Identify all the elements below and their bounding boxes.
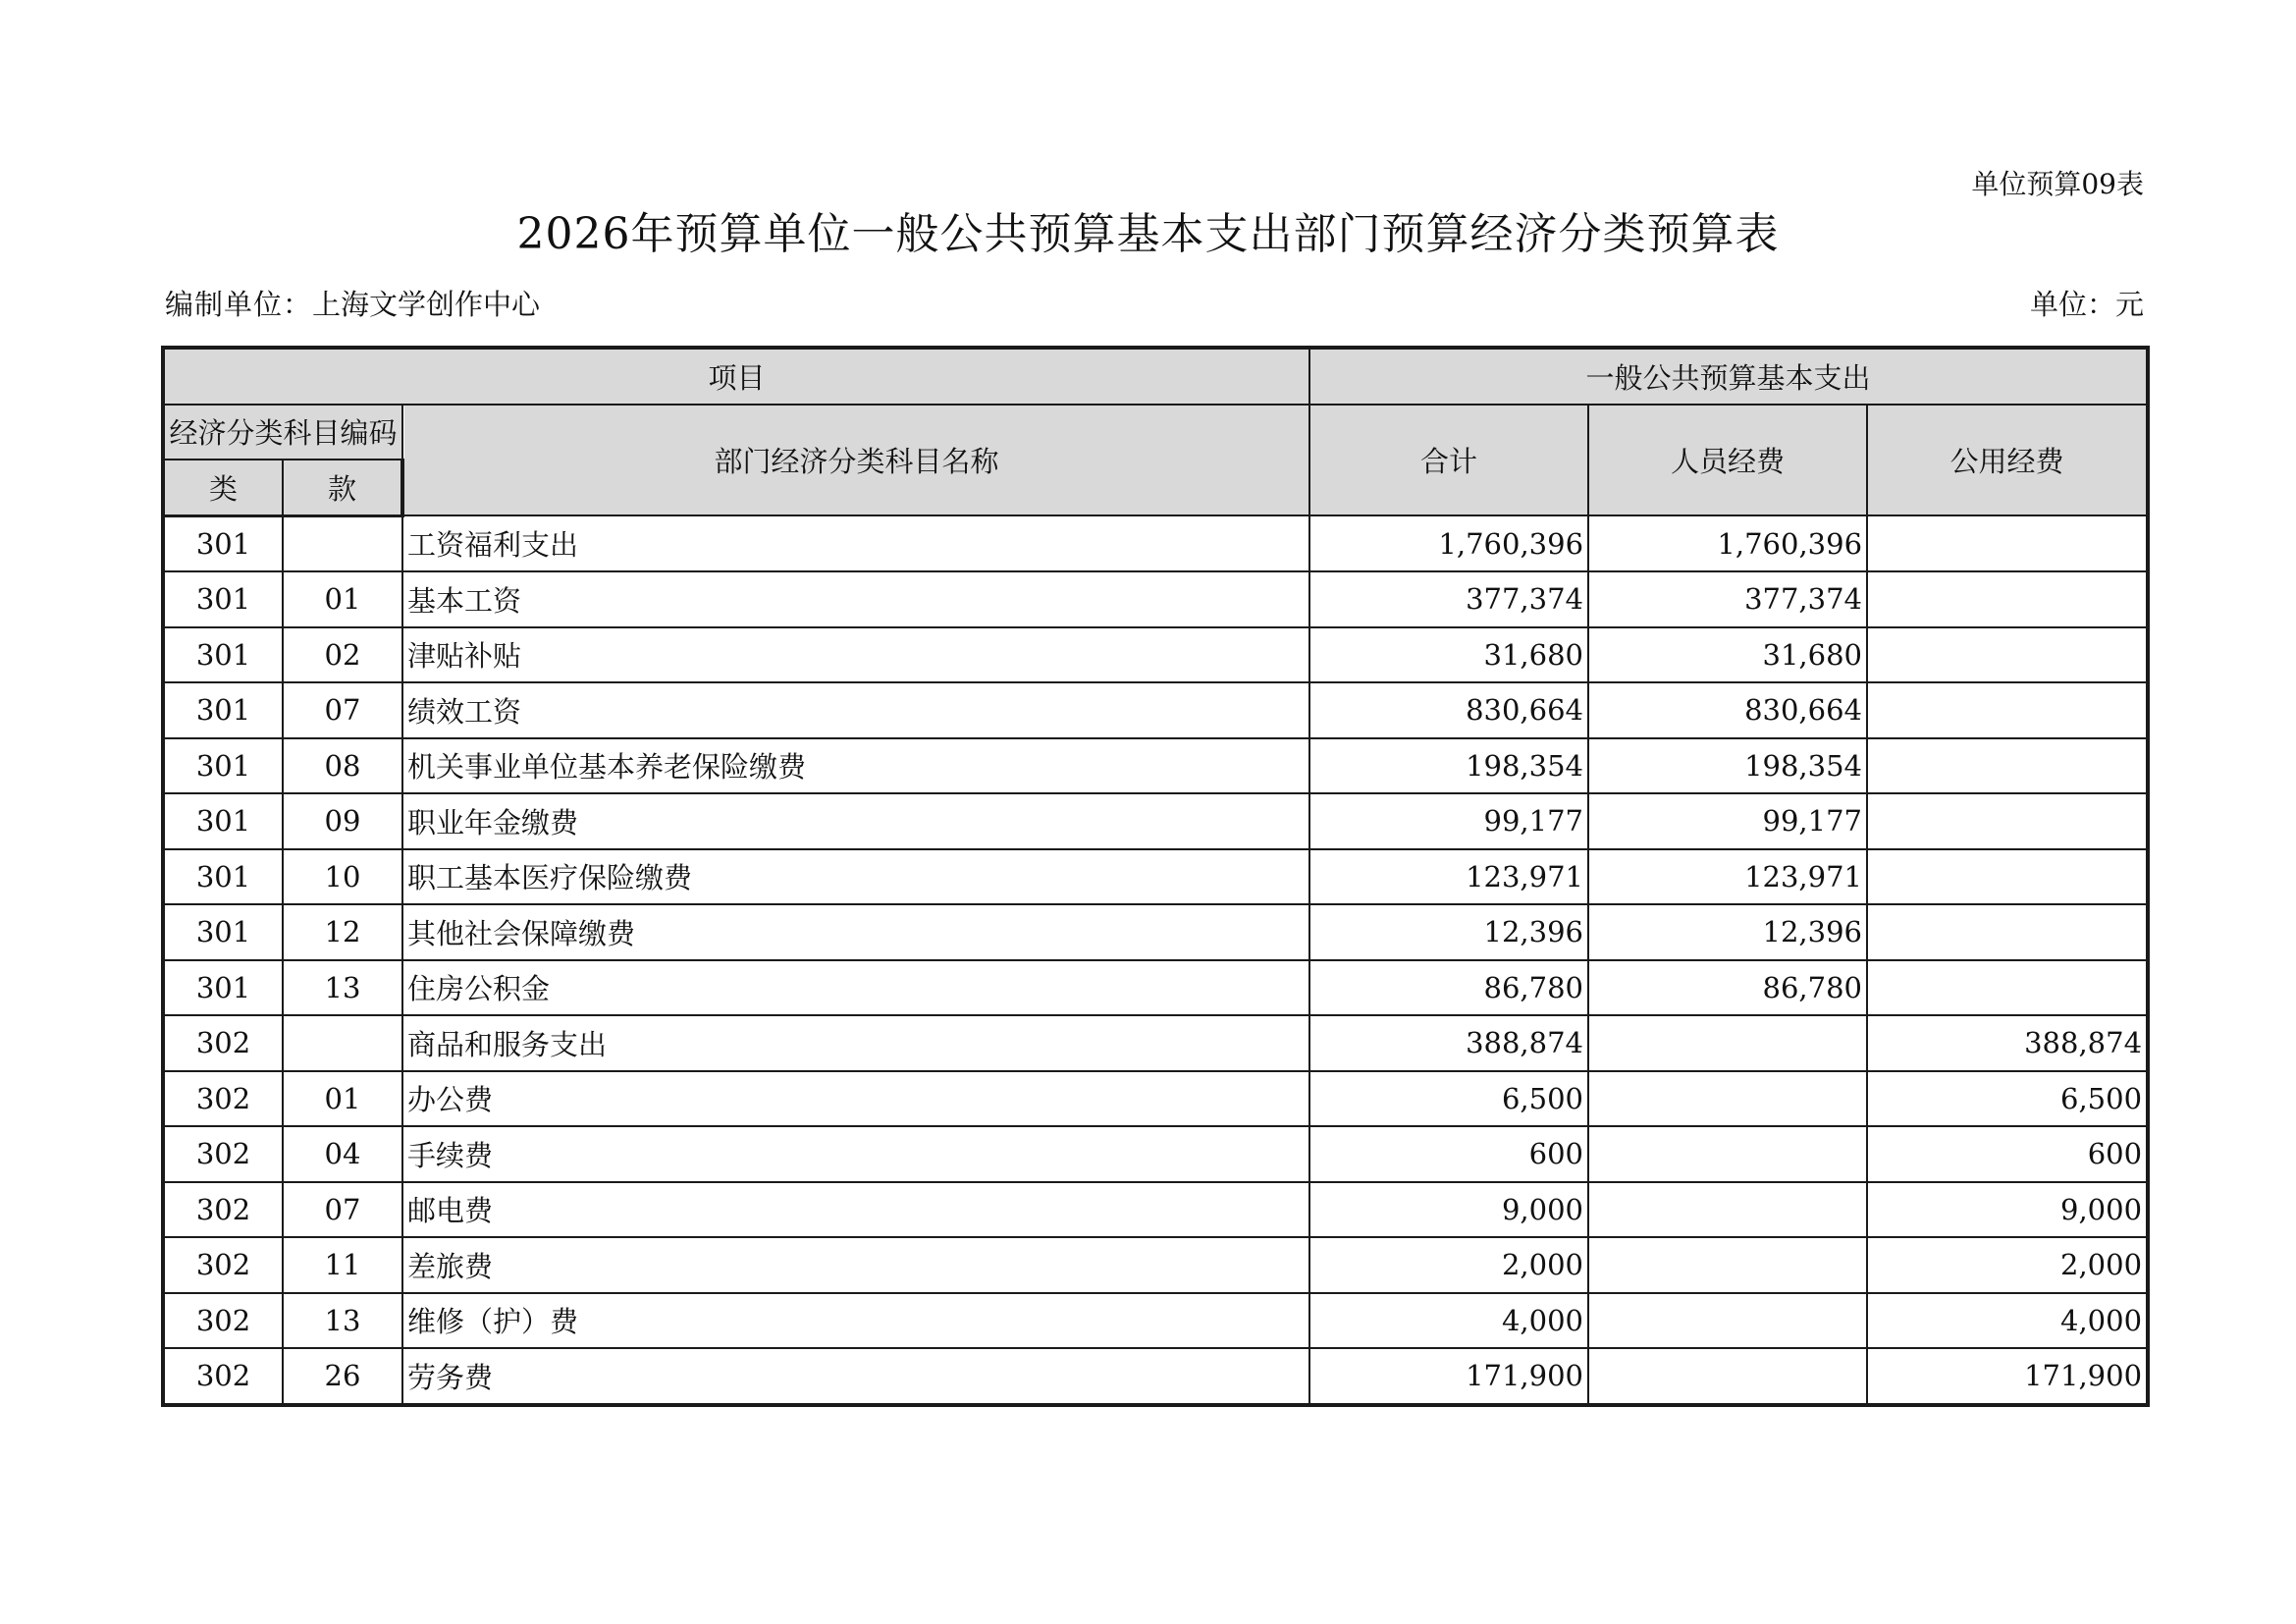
cell-personnel	[1588, 1293, 1867, 1349]
cell-personnel: 830,664	[1588, 682, 1867, 738]
cell-name: 机关事业单位基本养老保险缴费	[402, 738, 1309, 794]
header-public: 公用经费	[1867, 405, 2148, 516]
cell-class: 301	[163, 849, 283, 905]
cell-section: 07	[283, 1182, 402, 1238]
cell-public: 4,000	[1867, 1293, 2148, 1349]
table-row	[163, 1348, 2148, 1405]
cell-personnel	[1588, 1182, 1867, 1238]
cell-name: 绩效工资	[402, 682, 1309, 738]
header-section: 款	[283, 460, 402, 515]
cell-public: 388,874	[1867, 1015, 2148, 1071]
cell-section: 07	[283, 682, 402, 738]
cell-total: 31,680	[1309, 627, 1588, 683]
cell-section: 11	[283, 1237, 402, 1293]
cell-total: 9,000	[1309, 1182, 1588, 1238]
cell-class: 301	[163, 793, 283, 849]
table-row	[163, 849, 2148, 905]
cell-class: 301	[163, 627, 283, 683]
cell-public	[1867, 571, 2148, 627]
cell-public: 6,500	[1867, 1071, 2148, 1127]
table-row	[163, 1182, 2148, 1238]
cell-total: 123,971	[1309, 849, 1588, 905]
header-item: 项目	[163, 348, 1309, 405]
table-number: 单位预算09表	[1971, 168, 2144, 200]
cell-total: 4,000	[1309, 1293, 1588, 1349]
table-row	[163, 1015, 2148, 1071]
cell-class: 302	[163, 1293, 283, 1349]
table-row	[163, 1237, 2148, 1293]
cell-personnel: 1,760,396	[1588, 515, 1867, 571]
cell-public	[1867, 682, 2148, 738]
cell-class: 302	[163, 1182, 283, 1238]
table-row	[163, 1293, 2148, 1349]
cell-public	[1867, 904, 2148, 960]
cell-name: 职工基本医疗保险缴费	[402, 849, 1309, 905]
cell-section	[283, 515, 402, 571]
currency-unit: 单位：元	[2029, 288, 2144, 321]
compiling-unit-label: 编制单位：	[165, 288, 313, 321]
cell-section: 26	[283, 1348, 402, 1405]
cell-public: 171,900	[1867, 1348, 2148, 1405]
header-code: 经济分类科目编码	[163, 405, 402, 460]
cell-section: 01	[283, 571, 402, 627]
header-personnel: 人员经费	[1588, 405, 1867, 516]
cell-class: 302	[163, 1348, 283, 1405]
cell-section: 13	[283, 960, 402, 1016]
cell-section: 09	[283, 793, 402, 849]
cell-name: 商品和服务支出	[402, 1015, 1309, 1071]
cell-class: 301	[163, 515, 283, 571]
table-row	[163, 627, 2148, 683]
table-row	[163, 571, 2148, 627]
cell-total: 198,354	[1309, 738, 1588, 794]
cell-public: 9,000	[1867, 1182, 2148, 1238]
cell-section: 13	[283, 1293, 402, 1349]
cell-personnel: 377,374	[1588, 571, 1867, 627]
header-total: 合计	[1309, 405, 1588, 516]
cell-name: 差旅费	[402, 1237, 1309, 1293]
cell-class: 301	[163, 904, 283, 960]
cell-name: 手续费	[402, 1126, 1309, 1182]
cell-class: 301	[163, 571, 283, 627]
table-row	[163, 515, 2148, 571]
cell-public	[1867, 960, 2148, 1016]
cell-section: 08	[283, 738, 402, 794]
cell-public	[1867, 738, 2148, 794]
cell-total: 388,874	[1309, 1015, 1588, 1071]
cell-total: 171,900	[1309, 1348, 1588, 1405]
header-row-1	[163, 348, 2148, 405]
cell-section: 02	[283, 627, 402, 683]
cell-personnel: 99,177	[1588, 793, 1867, 849]
cell-name: 津贴补贴	[402, 627, 1309, 683]
table-row	[163, 682, 2148, 738]
meta-row	[165, 283, 2144, 323]
cell-name: 劳务费	[402, 1348, 1309, 1405]
cell-name: 职业年金缴费	[402, 793, 1309, 849]
cell-personnel	[1588, 1071, 1867, 1127]
cell-total: 12,396	[1309, 904, 1588, 960]
cell-class: 301	[163, 682, 283, 738]
header-general-budget: 一般公共预算基本支出	[1309, 348, 2148, 405]
cell-name: 邮电费	[402, 1182, 1309, 1238]
cell-name: 住房公积金	[402, 960, 1309, 1016]
cell-public	[1867, 515, 2148, 571]
cell-class: 302	[163, 1237, 283, 1293]
table-body	[163, 515, 2148, 1405]
cell-personnel	[1588, 1348, 1867, 1405]
compiling-unit-name: 上海文学创作中心	[312, 288, 541, 321]
cell-personnel: 123,971	[1588, 849, 1867, 905]
compiling-unit	[165, 283, 540, 323]
cell-section	[283, 1015, 402, 1071]
cell-section: 01	[283, 1071, 402, 1127]
cell-public: 2,000	[1867, 1237, 2148, 1293]
header-name: 部门经济分类科目名称	[402, 405, 1309, 516]
table-row	[163, 1071, 2148, 1127]
cell-total: 99,177	[1309, 793, 1588, 849]
cell-class: 302	[163, 1126, 283, 1182]
header-row-2	[163, 405, 2148, 460]
cell-section: 10	[283, 849, 402, 905]
header-class: 类	[163, 460, 283, 515]
table-row	[163, 793, 2148, 849]
cell-total: 6,500	[1309, 1071, 1588, 1127]
cell-personnel: 12,396	[1588, 904, 1867, 960]
cell-public	[1867, 849, 2148, 905]
cell-personnel	[1588, 1015, 1867, 1071]
cell-total: 600	[1309, 1126, 1588, 1182]
cell-personnel	[1588, 1237, 1867, 1293]
table-row	[163, 738, 2148, 794]
cell-personnel: 198,354	[1588, 738, 1867, 794]
cell-name: 基本工资	[402, 571, 1309, 627]
cell-personnel	[1588, 1126, 1867, 1182]
cell-class: 301	[163, 960, 283, 1016]
cell-personnel: 86,780	[1588, 960, 1867, 1016]
table-row	[163, 1126, 2148, 1182]
cell-total: 377,374	[1309, 571, 1588, 627]
cell-class: 301	[163, 738, 283, 794]
cell-total: 830,664	[1309, 682, 1588, 738]
cell-total: 1,760,396	[1309, 515, 1588, 571]
cell-class: 302	[163, 1071, 283, 1127]
cell-name: 办公费	[402, 1071, 1309, 1127]
cell-total: 2,000	[1309, 1237, 1588, 1293]
cell-total: 86,780	[1309, 960, 1588, 1016]
table-row	[163, 904, 2148, 960]
cell-public	[1867, 627, 2148, 683]
cell-section: 12	[283, 904, 402, 960]
budget-table	[161, 346, 2150, 1407]
cell-public	[1867, 793, 2148, 849]
document-title: 2026年预算单位一般公共预算基本支出部门预算经济分类预算表	[516, 209, 1780, 259]
cell-name: 其他社会保障缴费	[402, 904, 1309, 960]
cell-personnel: 31,680	[1588, 627, 1867, 683]
cell-public: 600	[1867, 1126, 2148, 1182]
cell-section: 04	[283, 1126, 402, 1182]
cell-name: 维修（护）费	[402, 1293, 1309, 1349]
cell-class: 302	[163, 1015, 283, 1071]
table-row	[163, 960, 2148, 1016]
cell-name: 工资福利支出	[402, 515, 1309, 571]
